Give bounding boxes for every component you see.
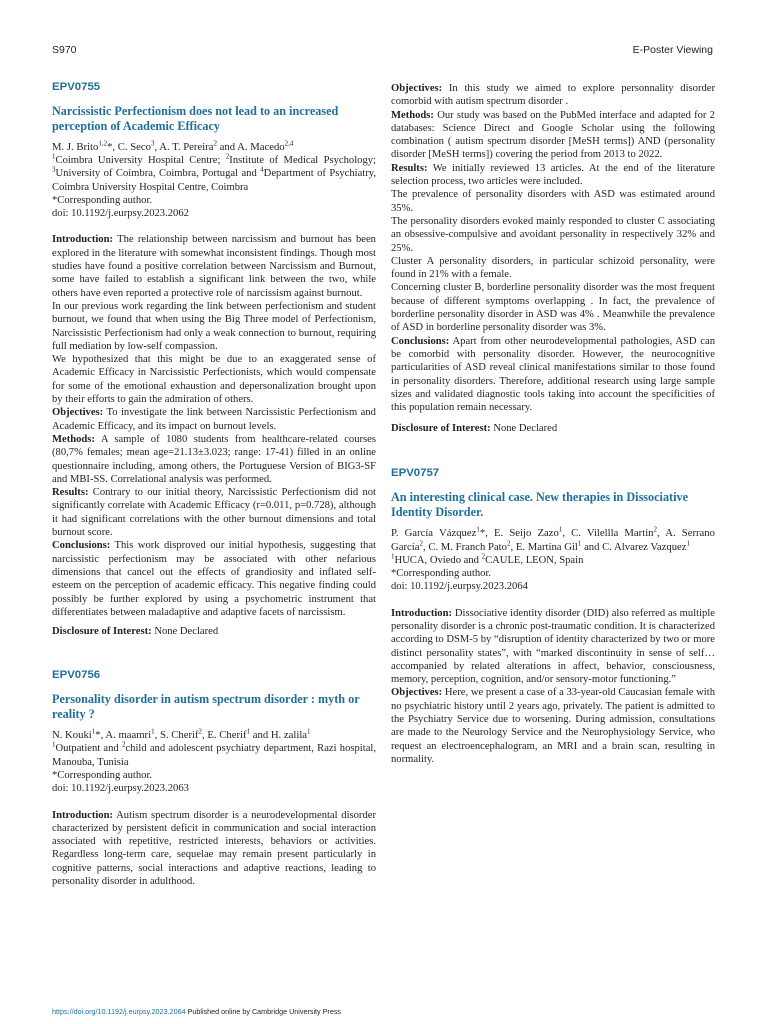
doi: doi: 10.1192/j.eurpsy.2023.2063 <box>52 783 189 795</box>
author-list: P. García Vázquez$^1$*, E. Seijo Zazo$^1$, C. Vilellla Martin$^2$, A. Serrano García$^2$, C. M. Franch Pato$^2$, E. Martína Gil$^1$ and C. Alvarez Vazquez$^1$ <box>391 525 715 553</box>
page-footer <box>52 1007 341 1016</box>
body-paragraph: Cluster A personality disorders, in particular schizoid personality, were found in 21% with a female. <box>391 255 715 281</box>
objectives-paragraph: Objectives: To investigate the link between Narcissistic Perfectionism and Academic Efficacy, and its impact on burnout levels. <box>52 407 376 432</box>
corresponding-note: *Corresponding author. <box>52 194 153 206</box>
methods-paragraph: Methods: Our study was based on the PubMed interface and adapted for 2 databases: Science Direct and Google Scholar using the following combination ( autism spectrum disorder [MeSH terms]) AND (personality disorder [MeSH terms]) covering the period from 2013 to 2022. <box>391 109 715 161</box>
article-code: EPV0756 <box>52 669 101 682</box>
conclusions-paragraph: Conclusions: Apart from other neurodevelopmental pathologies, ASD can be comorbid with personality disorder. However, the neurocognitive particularities of ASD reveal clinical manifestations similar to those found in personality disorders. Therefore, additional research using large sample sizes and validated diagnostic tools taking into account the specificities of this population remain necessary. <box>391 335 715 414</box>
body-paragraph: We hypothesized that this might be due to an exaggerated sense of Academic Efficacy in Narcissistic Perfectionists, which would compensate for some of the emotional exhaustion and depersonalization brought upon by their efforts to gain the admiration of others. <box>52 354 376 406</box>
affiliations: $^1$Outpatient and $^2$child and adolescent psychiatry department, Razi hospital, Manouba, Tunisia <box>52 740 376 768</box>
disclosure-statement: Disclosure of Interest: None Declared <box>391 423 558 435</box>
author-list: N. Kouki$^1$*, A. maamri$^1$, S. Cherif$^2$, E. Cherif$^1$ and H. zalila$^1$ <box>52 727 311 742</box>
disclosure-statement: Disclosure of Interest: None Declared <box>52 626 219 638</box>
doi: doi: 10.1192/j.eurpsy.2023.2064 <box>391 581 528 593</box>
introduction-paragraph: Introduction: The relationship between narcissism and burnout has been explored in the literature with somewhat inconsistent findings. Though most studies have found a positive correlation between Narcissism and Burnout, some have failed to establish a significant link between the two, while others have even reported a protective role of narcissism against burnout. <box>52 234 376 299</box>
publisher-note: Published online by Cambridge University Press <box>185 1007 342 1016</box>
affiliations: $^1$Coimbra University Hospital Centre; $^2$Institute of Medical Psychology; $^3$University of Coimbra, Coimbra, Portugal and $^4$Department of Psychiatry, Coimbra University Hospital Centre, Coimbra <box>52 152 377 193</box>
article-code: EPV0757 <box>391 466 440 479</box>
objectives-paragraph: Objectives: In this study we aimed to explore personnality disorder comorbid with autism spectrum disorder . <box>391 83 715 108</box>
introduction-paragraph-start: Introduction: Autism spectrum disorder is a neurodevelopmental disorder characterized by persistent deficit in communication and social interaction associated with repetitive, restricted interests, behaviors or activities. Regardless long-term care, sequelae may remain present particularly in cognitive patterns, social interactions and adaptive reactions, leading to personality disorder in adulthood. <box>52 809 376 888</box>
body-paragraph: The personality disorders evoked mainly responded to cluster C associating an obsessive-compulsive and avoidant personality in respectively 32% and 25%. <box>391 215 715 254</box>
methods-paragraph: Methods: A sample of 1080 students from healthcare-related courses (80,7% females; mean age=21.13±3.023; range: 17-41) filled in an online questionnaire including, among others, the Portuguese Version of BIG3-SF and MBI-SS. Correlational analysis was performed. <box>52 433 376 485</box>
objectives-paragraph: Objectives: Here, we present a case of a 33-year-old Caucasian female with no psychiatric history until 2 years ago, privately. The patient is admitted to the Psychiatry Service due to worsening. During admission, consultations are made to the Neurology Service and the Neurophysiology Service, who request an electroencephalogram, an MRI and a brain scan, resulting in normality. <box>391 687 715 765</box>
body-paragraph: In our previous work regarding the link between perfectionism and student burnout, we found that when using the Big Three model of Perfectionism, Narcissistic Perfectionism had only a weak connection to burnout, requiring full mediation by low-self compassion. <box>52 300 376 352</box>
article-title: An interesting clinical case. New therapies in Dissociative Identity Disorder. <box>391 489 688 519</box>
body-paragraph: The prevalence of personality disorders with ASD was estimated around 35%. <box>391 189 715 214</box>
author-list: M. J. Brito$^{1,2}$*, C. Seco$^3$, A. T. Pereira$^2$ and A. Macedo$^{2,4}$ <box>52 139 294 153</box>
results-paragraph: Results: We initially reviewed 13 articles. At the end of the literature selection process, two articles were included. <box>391 162 715 188</box>
affiliations: $^1$HUCA, Oviedo and $^2$CAULE, LEON, Spain <box>391 552 584 566</box>
doi-link[interactable]: https://doi.org/10.1192/j.eurpsy.2023.2064 <box>52 1007 186 1016</box>
results-paragraph: Results: Contrary to our initial theory, Narcissistic Perfectionism did not significantly correlate with Academic Efficacy (r=0.011, p=0.728), although it had significant correlations with the other burnout dimensions and total burnout score. <box>52 487 376 539</box>
introduction-paragraph: Introduction: Dissociative identity disorder (DID) also referred as multiple personality disorder is a chronic post-traumatic condition. It is characterized according to DSM-5 by “disruption of identity characterized by two or more distinct personality states”, with “marked discontinuity in sense of self… accompanied by related alterations in affect, behavior, consciousness, memory, perception, cognition, and/or sensory-motor functioning.” <box>391 607 715 686</box>
doi: doi: 10.1192/j.eurpsy.2023.2062 <box>52 208 189 220</box>
article-code: EPV0755 <box>52 81 101 93</box>
body-paragraph: Concerning cluster B, borderline personality disorder was the most frequent because of different symptoms overlapping . In fact, the prevalence of borderline personality disorder in ASD was 4% . Meanwhile the prevalence of ASD in borderline personality disorder was 3%. <box>391 282 715 334</box>
article-title: Narcissistic Perfectionism does not lead to an increased perception of Academic Efficacy <box>52 104 339 133</box>
running-section-title: E-Poster Viewing <box>632 44 713 56</box>
right-column <box>391 82 715 766</box>
corresponding-note: *Corresponding author. <box>52 769 153 781</box>
conclusions-paragraph: Conclusions: This work disproved our initial hypothesis, suggesting that narcissistic perfectionism may be associated with other nefarious dimensions that cancel out the effects of grandiosity and inflated self-esteem on the perception of academic efficacy. This negative finding could possibly be further explored by using a psychometric instrument that differentiates between maladaptive and adaptive facets of narcissism. <box>52 540 376 618</box>
page-number: S970 <box>52 44 77 56</box>
corresponding-note: *Corresponding author. <box>391 568 492 580</box>
left-column <box>52 80 376 888</box>
article-title: Personality disorder in autism spectrum disorder : myth or reality ? <box>52 692 360 722</box>
